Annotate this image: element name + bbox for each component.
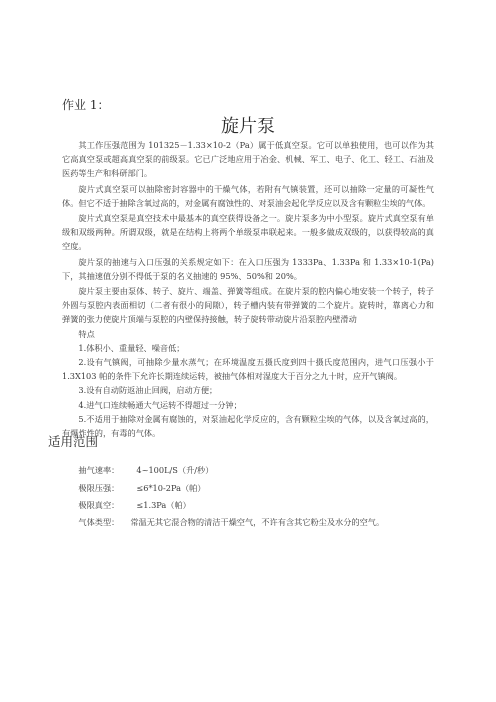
- feature-item: 2.设有气镇阀，可抽除少量水蒸气；在环境温度五摄氏度到四十摄氏度范围内，进气口压强小于 1.3X103 帕的条件下允许长期连续运转，被抽气体相对湿度大于百分之九十时，应开气镇阀。: [62, 357, 434, 382]
- features-label: 特点: [78, 328, 95, 339]
- spec-value: ≤1.3Pa（帕）: [136, 500, 191, 510]
- feature-item: 5.不适用于抽除对金属有腐蚀的，对泵油起化学反应的，含有颗粒尘埃的气体，以及含氧过高的，有爆炸性的，有毒的气体。: [62, 413, 434, 439]
- spec-key: 极限压强：: [78, 482, 120, 493]
- spec-key: 抽气速率：: [78, 465, 120, 475]
- document-title: 旋片泵: [221, 116, 275, 137]
- paragraph: 其工作压强范围为 101325－1.33×10-2（Pa）属于低真空泵。它可以单独使用，也可以作为其它高真空泵或超高真空泵的前级泵。它已广泛地应用于冶金、机械、军工、电子、化工、轻工、石油及医药等生产和科研部门。: [62, 140, 434, 179]
- spec-value: 常温无其它混合物的清洁干燥空气，不许有含其它粉尘及水分的空气。: [130, 516, 385, 527]
- feature-item: 1.体积小、重量轻、噪音低；: [78, 342, 185, 353]
- spec-value: ≤6*10-2Pa（帕）: [136, 482, 206, 493]
- paragraph: 旋片泵主要由泵体、转子、旋片、端盖、弹簧等组成。在旋片泵的腔内偏心地安装一个转子，转子外圆与泵腔内表面相切（二者有很小的间隙），转子槽内装有带弹簧的二个旋片。旋转时，靠离心力和弹簧的张力使旋片顶端与泵腔的内壁保持接触，转子旋转带动旋片沿泵腔内壁滑动: [62, 286, 434, 325]
- body-text: [62, 138, 434, 440]
- spec-list: [62, 462, 434, 529]
- assignment-heading: 作业 1：: [62, 98, 110, 112]
- paragraph: 旋片式真空泵是真空技术中最基本的真空获得设备之一。旋片泵多为中小型泵。旋片式真空泵有单级和双级两种。所谓双级，就是在结构上将两个单级泵串联起来。一般多做成双级的，以获得较高的真空度。: [62, 213, 434, 252]
- feature-item: 4.进气口连续畅通大气运转不得超过一分钟；: [78, 399, 242, 410]
- spec-value: 4~100L/S（升/秒）: [136, 465, 214, 475]
- spec-row: [62, 462, 434, 480]
- spec-row: [62, 497, 434, 515]
- spec-row: [62, 515, 434, 529]
- section-title: 适用范围: [48, 434, 99, 449]
- paragraph: 旋片泵的抽速与入口压强的关系规定如下：在入口压强为 1333Pa、1.33Pa 和 1.33×10-1(Pa)下，其抽速值分别不得低于泵的名义抽速的 95%、50%和 20%。: [62, 256, 434, 281]
- spec-row: [62, 480, 434, 498]
- spec-key: 极限真空：: [78, 500, 120, 510]
- paragraph: 旋片式真空泵可以抽除密封容器中的干燥气体，若附有气镇装置，还可以抽除一定量的可凝性气体。但它不适于抽除含氧过高的，对金属有腐蚀性的、对泵油会起化学反应以及含有颗粒尘埃的气体。: [62, 183, 434, 208]
- spec-key: 气体类型：: [78, 516, 120, 527]
- feature-item: 3.设有自动防返油止回阀，启动方便；: [78, 385, 218, 396]
